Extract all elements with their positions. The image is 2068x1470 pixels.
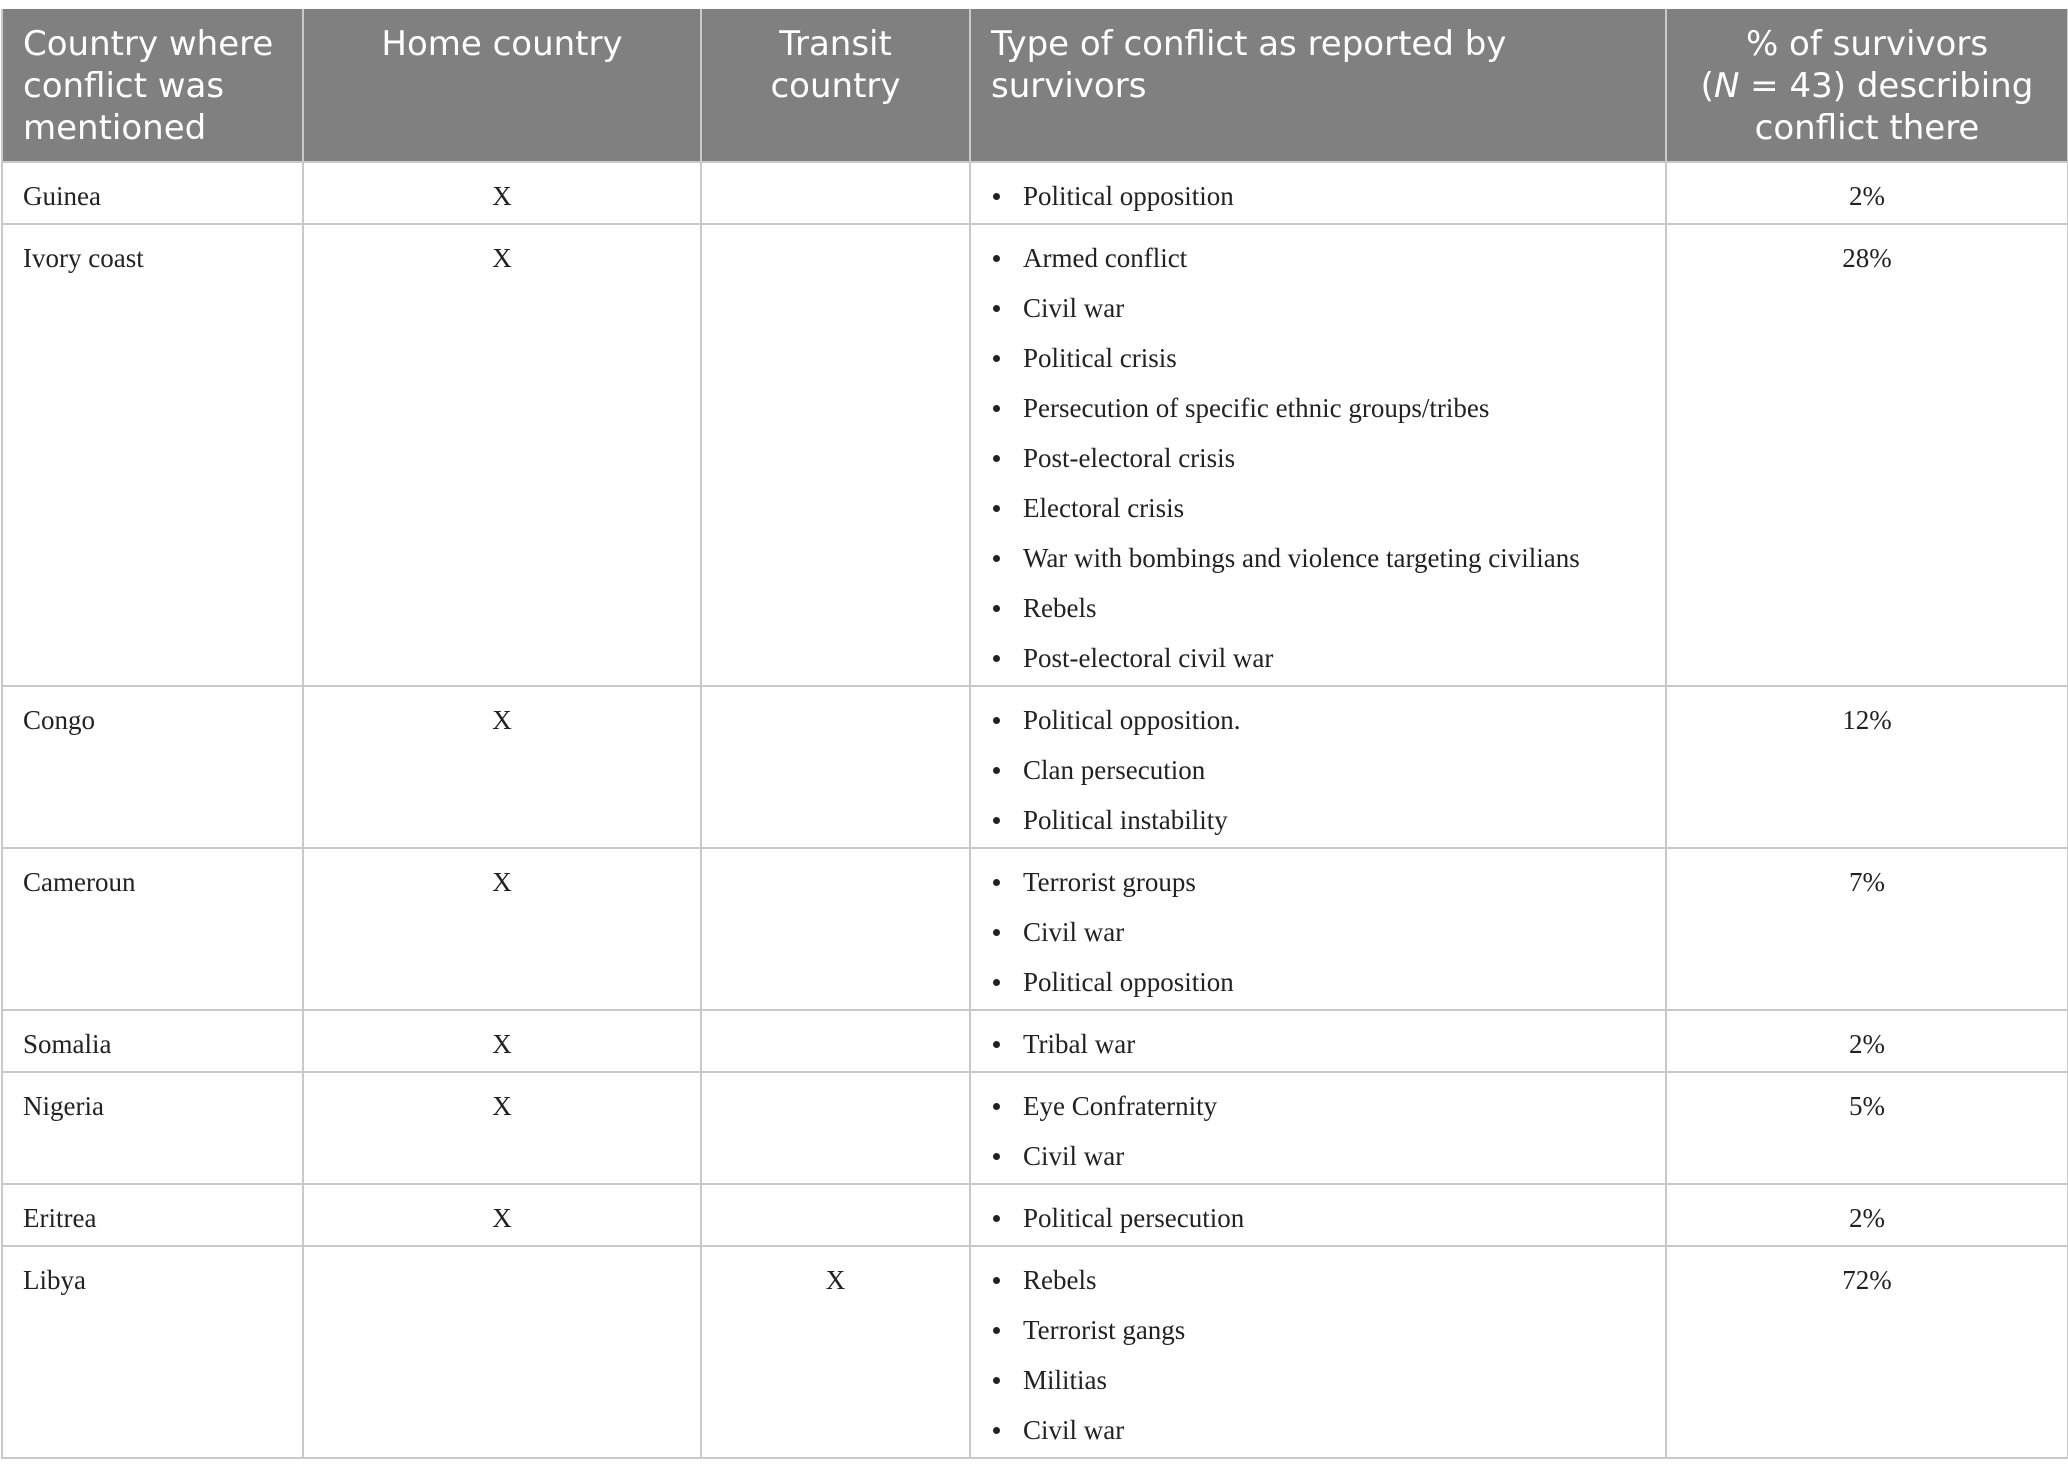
cell-home-country <box>303 1246 701 1458</box>
bullet-icon <box>993 455 1000 462</box>
list-item <box>991 1139 1645 1173</box>
cell-home-country: X <box>303 224 701 686</box>
table-header <box>2 9 2068 162</box>
conflict-list <box>991 703 1645 837</box>
conflict-label: Civil war <box>1023 917 1125 947</box>
cell-percent: 12% <box>1666 686 2068 848</box>
bullet-icon <box>993 1277 1000 1284</box>
list-item <box>991 1363 1645 1397</box>
bullet-icon <box>993 1103 1000 1110</box>
cell-conflict-types <box>970 1246 1666 1458</box>
conflict-label: Terrorist groups <box>1023 867 1196 897</box>
list-item <box>991 441 1645 475</box>
header-percent-n-letter: N <box>1713 66 1740 106</box>
conflict-list <box>991 1089 1645 1173</box>
conflict-list <box>991 1201 1645 1235</box>
conflict-list <box>991 1263 1645 1447</box>
cell-percent: 7% <box>1666 848 2068 1010</box>
table-row <box>2 686 2068 848</box>
list-item <box>991 865 1645 899</box>
conflict-label: Political instability <box>1023 805 1228 835</box>
cell-transit-country <box>701 686 970 848</box>
bullet-icon <box>993 655 1000 662</box>
header-home-country: Home country <box>303 9 701 162</box>
bullet-icon <box>993 305 1000 312</box>
bullet-icon <box>993 1041 1000 1048</box>
cell-home-country: X <box>303 1010 701 1072</box>
conflict-label: Civil war <box>1023 1415 1125 1445</box>
cell-country: Guinea <box>2 162 303 224</box>
cell-transit-country: X <box>701 1246 970 1458</box>
list-item <box>991 1201 1645 1235</box>
table-row <box>2 848 2068 1010</box>
table-body <box>2 162 2068 1458</box>
table-row <box>2 1246 2068 1458</box>
cell-home-country: X <box>303 1072 701 1184</box>
conflict-label: Political opposition <box>1023 967 1234 997</box>
conflict-label: Clan persecution <box>1023 755 1206 785</box>
conflict-label: Political crisis <box>1023 343 1177 373</box>
list-item <box>991 1413 1645 1447</box>
list-item <box>991 1263 1645 1297</box>
list-item <box>991 1313 1645 1347</box>
bullet-icon <box>993 1427 1000 1434</box>
list-item <box>991 965 1645 999</box>
list-item <box>991 341 1645 375</box>
cell-home-country: X <box>303 162 701 224</box>
cell-percent: 5% <box>1666 1072 2068 1184</box>
conflict-list <box>991 1027 1645 1061</box>
header-country: Country where conflict was mentioned <box>2 9 303 162</box>
cell-home-country: X <box>303 686 701 848</box>
table-row <box>2 162 2068 224</box>
table-row <box>2 1010 2068 1072</box>
conflict-table <box>1 9 2068 1459</box>
list-item <box>991 241 1645 275</box>
cell-conflict-types <box>970 848 1666 1010</box>
header-conflict-type: Type of conflict as reported by survivors <box>970 9 1666 162</box>
conflict-label: Eye Confraternity <box>1023 1091 1218 1121</box>
cell-transit-country <box>701 1184 970 1246</box>
bullet-icon <box>993 1153 1000 1160</box>
cell-country: Eritrea <box>2 1184 303 1246</box>
header-percent-prefix: % of survivors <box>1745 24 1989 64</box>
bullet-icon <box>993 929 1000 936</box>
header-percent-n-rest: = 43) describing conflict there <box>1739 66 2034 148</box>
cell-transit-country <box>701 162 970 224</box>
bullet-icon <box>993 405 1000 412</box>
header-percent-survivors <box>1666 9 2068 162</box>
cell-country: Libya <box>2 1246 303 1458</box>
header-transit-country: Transit country <box>701 9 970 162</box>
cell-transit-country <box>701 1072 970 1184</box>
list-item <box>991 753 1645 787</box>
list-item <box>991 591 1645 625</box>
table-row <box>2 1184 2068 1246</box>
list-item <box>991 179 1645 213</box>
list-item <box>991 703 1645 737</box>
conflict-label: Armed conflict <box>1023 243 1188 273</box>
bullet-icon <box>993 1327 1000 1334</box>
cell-conflict-types <box>970 162 1666 224</box>
cell-conflict-types <box>970 1072 1666 1184</box>
cell-country: Somalia <box>2 1010 303 1072</box>
conflict-label: Political opposition. <box>1023 705 1241 735</box>
list-item <box>991 291 1645 325</box>
conflict-label: Rebels <box>1023 593 1097 623</box>
cell-country: Ivory coast <box>2 224 303 686</box>
bullet-icon <box>993 1215 1000 1222</box>
cell-transit-country <box>701 224 970 686</box>
bullet-icon <box>993 555 1000 562</box>
conflict-label: Electoral crisis <box>1023 493 1185 523</box>
cell-percent: 2% <box>1666 1184 2068 1246</box>
bullet-icon <box>993 193 1000 200</box>
cell-transit-country <box>701 1010 970 1072</box>
conflict-label: Political persecution <box>1023 1203 1245 1233</box>
cell-percent: 72% <box>1666 1246 2068 1458</box>
cell-conflict-types <box>970 1010 1666 1072</box>
table-row <box>2 1072 2068 1184</box>
conflict-label: Militias <box>1023 1365 1108 1395</box>
cell-home-country: X <box>303 848 701 1010</box>
cell-transit-country <box>701 848 970 1010</box>
bullet-icon <box>993 767 1000 774</box>
conflict-label: Terrorist gangs <box>1023 1315 1186 1345</box>
conflict-label: Civil war <box>1023 293 1125 323</box>
header-row <box>2 9 2068 162</box>
list-item <box>991 1089 1645 1123</box>
cell-conflict-types <box>970 686 1666 848</box>
bullet-icon <box>993 255 1000 262</box>
bullet-icon <box>993 979 1000 986</box>
cell-percent: 28% <box>1666 224 2068 686</box>
cell-home-country: X <box>303 1184 701 1246</box>
cell-country: Cameroun <box>2 848 303 1010</box>
conflict-label: Tribal war <box>1023 1029 1136 1059</box>
cell-country: Nigeria <box>2 1072 303 1184</box>
conflict-label: Rebels <box>1023 1265 1097 1295</box>
list-item <box>991 391 1645 425</box>
conflict-list <box>991 179 1645 213</box>
list-item <box>991 541 1645 575</box>
conflict-label: Post-electoral civil war <box>1023 643 1274 673</box>
bullet-icon <box>993 1377 1000 1384</box>
list-item <box>991 491 1645 525</box>
bullet-icon <box>993 605 1000 612</box>
cell-conflict-types <box>970 224 1666 686</box>
list-item <box>991 915 1645 949</box>
cell-conflict-types <box>970 1184 1666 1246</box>
conflict-label: Persecution of specific ethnic groups/tribes <box>1023 393 1490 423</box>
bullet-icon <box>993 817 1000 824</box>
list-item <box>991 641 1645 675</box>
list-item <box>991 1027 1645 1061</box>
list-item <box>991 803 1645 837</box>
header-percent-n-open: ( <box>1700 66 1714 106</box>
bullet-icon <box>993 355 1000 362</box>
cell-country: Congo <box>2 686 303 848</box>
cell-percent: 2% <box>1666 1010 2068 1072</box>
conflict-label: Civil war <box>1023 1141 1125 1171</box>
conflict-label: Post-electoral crisis <box>1023 443 1236 473</box>
bullet-icon <box>993 879 1000 886</box>
conflict-label: War with bombings and violence targeting civilians <box>1023 543 1580 573</box>
conflict-list <box>991 241 1645 675</box>
table-row <box>2 224 2068 686</box>
cell-percent: 2% <box>1666 162 2068 224</box>
bullet-icon <box>993 717 1000 724</box>
conflict-label: Political opposition <box>1023 181 1234 211</box>
bullet-icon <box>993 505 1000 512</box>
conflict-list <box>991 865 1645 999</box>
